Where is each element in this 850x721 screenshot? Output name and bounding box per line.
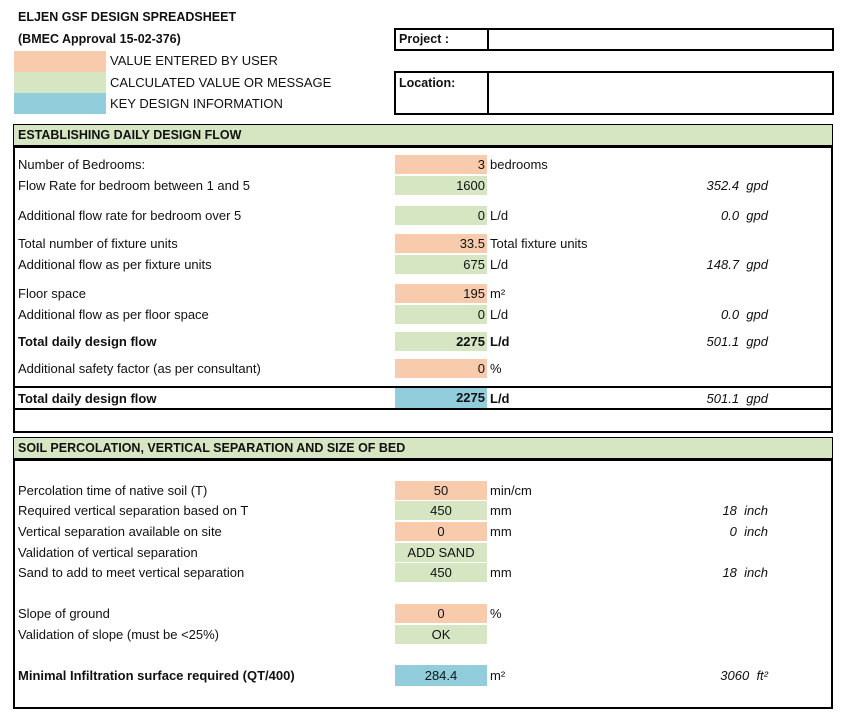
infiltration-surface-label: Minimal Infiltration surface required (QT/400) [18, 668, 295, 683]
total-flow-value: 2275 [395, 388, 487, 408]
required-separation-value: 450 [395, 501, 487, 520]
available-separation-unit: mm [490, 524, 512, 539]
bedrooms-label: Number of Bedrooms: [18, 157, 146, 172]
validation-separation-value: ADD SAND [395, 543, 487, 562]
validation-slope-value: OK [395, 625, 487, 644]
project-field[interactable] [491, 32, 831, 48]
percolation-time-input[interactable]: 50 [395, 481, 487, 500]
safety-factor-label: Additional safety factor (as per consultant) [18, 361, 261, 376]
safety-factor-unit: % [490, 361, 502, 376]
project-box [394, 28, 834, 51]
flow-floor-space-unit: L/d [490, 307, 509, 322]
required-separation-label: Required vertical separation based on T [18, 503, 249, 518]
required-separation-unit: mm [490, 503, 512, 518]
flow-rate-bedroom-label: Flow Rate for bedroom between 1 and 5 [18, 178, 250, 193]
flow-rate-bedroom-value: 1600 [395, 176, 487, 195]
additional-flow-bedroom-value: 0 [395, 206, 487, 225]
slope-unit: % [490, 606, 502, 621]
infiltration-surface-ft2: 3060 ft² [720, 668, 768, 683]
location-divider [487, 73, 489, 113]
infiltration-surface-value: 284.4 [395, 665, 487, 686]
available-separation-label: Vertical separation available on site [18, 524, 222, 539]
flow-fixture-units-gpd: 148.7 gpd [706, 257, 768, 272]
fixture-units-input[interactable]: 33.5 [395, 234, 487, 253]
bedrooms-unit: bedrooms [490, 157, 548, 172]
available-separation-input[interactable]: 0 [395, 522, 487, 541]
total-flow-gpd: 501.1 gpd [706, 391, 768, 406]
flow-floor-space-gpd: 0.0 gpd [720, 307, 768, 322]
soil-section-header: SOIL PERCOLATION, VERTICAL SEPARATION AND SIZE OF BED [13, 437, 833, 459]
infiltration-surface-unit: m² [490, 668, 506, 683]
additional-flow-bedroom-label: Additional flow rate for bedroom over 5 [18, 208, 242, 223]
validation-slope-label: Validation of slope (must be <25%) [18, 627, 220, 642]
floor-space-unit: m² [490, 286, 506, 301]
total-flow-label: Total daily design flow [18, 391, 157, 406]
legend-label-key: KEY DESIGN INFORMATION [110, 96, 283, 111]
legend-swatch-calc [14, 72, 106, 93]
subtotal-flow-value: 2275 [395, 332, 487, 351]
slope-input[interactable]: 0 [395, 604, 487, 623]
location-box [394, 71, 834, 115]
flow-fixture-units-label: Additional flow as per fixture units [18, 257, 212, 272]
flow-fixture-units-value: 675 [395, 255, 487, 274]
flow-fixture-units-unit: L/d [490, 257, 509, 272]
flow-floor-space-value: 0 [395, 305, 487, 324]
flow-rate-bedroom-gpd: 352.4 gpd [706, 178, 768, 193]
required-separation-inch: 18 inch [722, 503, 768, 518]
project-label: Project : [399, 32, 450, 46]
location-label: Location: [399, 76, 456, 90]
percolation-time-label: Percolation time of native soil (T) [18, 483, 208, 498]
validation-separation-label: Validation of vertical separation [18, 545, 198, 560]
additional-flow-bedroom-unit: L/d [490, 208, 509, 223]
fixture-units-unit: Total fixture units [490, 236, 588, 251]
legend-swatch-key [14, 93, 106, 114]
subtotal-flow-label: Total daily design flow [18, 334, 157, 349]
location-field[interactable] [491, 76, 831, 110]
slope-label: Slope of ground [18, 606, 110, 621]
sand-to-add-unit: mm [490, 565, 512, 580]
project-divider [487, 30, 489, 49]
floor-space-input[interactable]: 195 [395, 284, 487, 303]
flow-floor-space-label: Additional flow as per floor space [18, 307, 209, 322]
additional-flow-bedroom-gpd: 0.0 gpd [720, 208, 768, 223]
subtotal-flow-unit: L/d [490, 334, 510, 349]
legend-label-calc: CALCULATED VALUE OR MESSAGE [110, 75, 332, 90]
bedrooms-input[interactable]: 3 [395, 155, 487, 174]
total-flow-unit: L/d [490, 391, 510, 406]
spreadsheet-title: ELJEN GSF DESIGN SPREADSHEET [18, 10, 237, 24]
sand-to-add-label: Sand to add to meet vertical separation [18, 565, 245, 580]
flow-section-header: ESTABLISHING DAILY DESIGN FLOW [13, 124, 833, 146]
subtotal-flow-gpd: 501.1 gpd [706, 334, 768, 349]
safety-factor-input[interactable]: 0 [395, 359, 487, 378]
fixture-units-label: Total number of fixture units [18, 236, 178, 251]
percolation-time-unit: min/cm [490, 483, 532, 498]
legend-label-user: VALUE ENTERED BY USER [110, 53, 278, 68]
legend-swatch-user [14, 51, 106, 72]
available-separation-inch: 0 inch [729, 524, 768, 539]
approval-number: (BMEC Approval 15-02-376) [18, 32, 181, 46]
floor-space-label: Floor space [18, 286, 86, 301]
sand-to-add-inch: 18 inch [722, 565, 768, 580]
sand-to-add-value: 450 [395, 563, 487, 582]
